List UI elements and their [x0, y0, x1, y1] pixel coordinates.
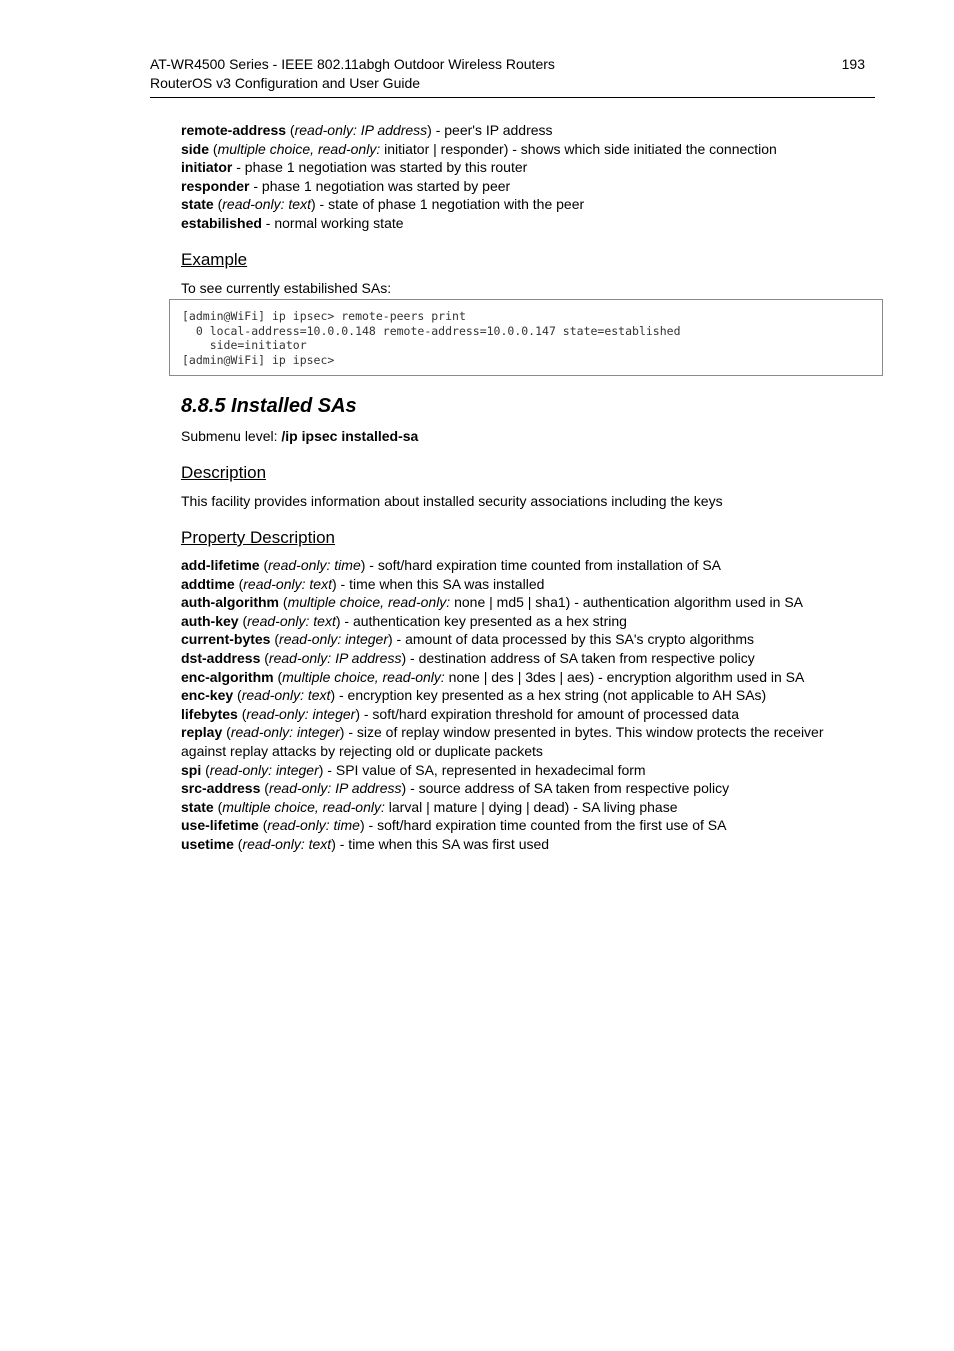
property-type: read-only: text [247, 612, 336, 629]
property-name: current-bytes [181, 631, 271, 648]
property-open: ( [213, 798, 223, 815]
example-intro: To see currently estabilished SAs: [181, 280, 392, 296]
page-header [150, 55, 875, 98]
property-type: read-only: integer [279, 631, 388, 648]
property-name: responder [181, 177, 250, 194]
page-number: 193 [841, 56, 865, 72]
example-heading: Example [181, 250, 248, 269]
property-name: replay [181, 724, 223, 741]
property-open: ( [238, 612, 248, 629]
property-item [181, 121, 881, 140]
property-open: ( [233, 835, 243, 852]
property-desc: - normal working state [261, 214, 404, 231]
property-name: estabilished [181, 214, 262, 231]
property-type: multiple choice, read-only: [222, 798, 385, 815]
property-item [181, 593, 871, 612]
header-subtitle: RouterOS v3 Configuration and User Guide [150, 75, 421, 91]
property-open: ( [259, 557, 269, 573]
property-desc: larval | mature | dying | dead) - SA living phase [384, 798, 678, 815]
property-item [181, 816, 871, 835]
property-name: enc-algorithm [181, 668, 274, 685]
property-item [181, 140, 881, 159]
property-item [181, 686, 871, 705]
property-item [181, 177, 881, 196]
property-desc: ) - authentication key presented as a hex string [335, 612, 627, 629]
property-type: read-only: integer [209, 761, 319, 778]
property-item [181, 612, 871, 631]
property-open: ( [209, 140, 218, 157]
top-property-list [181, 121, 881, 233]
property-name: initiator [181, 159, 233, 176]
property-desc: ) - SPI value of SA, represented in hexadecimal form [318, 761, 646, 778]
property-desc: - phase 1 negotiation was started by peer [249, 177, 511, 194]
property-name: usetime [181, 835, 234, 852]
property-name: addtime [181, 575, 235, 592]
property-open: ( [234, 575, 244, 592]
property-type: multiple choice, read-only: [282, 668, 445, 685]
property-open: ( [273, 668, 283, 685]
property-name: add-lifetime [181, 557, 260, 573]
property-desc: ) - destination address of SA taken from respective policy [401, 649, 755, 666]
property-item [181, 195, 881, 214]
property-name: lifebytes [181, 705, 238, 722]
description-heading: Description [181, 463, 267, 482]
property-type: read-only: text [242, 835, 332, 852]
property-desc: ) - state of phase 1 negotiation with the peer [310, 196, 585, 213]
property-name: src-address [181, 780, 261, 797]
property-type: read-only: IP address [268, 649, 402, 666]
property-open: ( [260, 780, 269, 797]
property-open: ( [201, 761, 210, 778]
property-desc: initiator | responder) - shows which side initiated the connection [380, 140, 777, 157]
property-type: multiple choice, read-only: [217, 140, 381, 157]
property-desc: ) - size of replay window presented in bytes. This window protects the receiver against replay attacks by rejecting old or duplicate packets [181, 724, 824, 759]
property-name: state [181, 196, 214, 213]
description-text: This facility provides information about installed security associations including the keys [181, 493, 723, 509]
property-type: read-only: text [243, 575, 332, 592]
property-name: state [181, 798, 214, 815]
property-name: remote-address [181, 122, 287, 138]
property-item [181, 798, 871, 817]
property-type: read-only: integer [246, 705, 356, 722]
property-open: ( [286, 122, 295, 138]
property-name: use-lifetime [181, 817, 259, 834]
property-name: side [181, 140, 210, 157]
property-item [181, 779, 871, 798]
property-item [181, 214, 881, 233]
property-name: auth-algorithm [181, 594, 279, 611]
property-desc: ) - amount of data processed by this SA's crypto algorithms [387, 631, 755, 648]
property-desc: ) - soft/hard expiration threshold for amount of processed data [355, 705, 739, 722]
submenu-label: Submenu level: [181, 428, 282, 444]
property-open: ( [260, 649, 269, 666]
property-open: ( [237, 705, 247, 722]
property-desc: ) - time when this SA was installed [331, 575, 545, 592]
property-item [181, 723, 871, 760]
section-title: 8.8.5 Installed SAs [181, 395, 357, 417]
property-type: read-only: IP address [268, 780, 402, 797]
example-section [181, 250, 247, 270]
submenu-level [181, 427, 418, 446]
property-type: read-only: integer [230, 724, 340, 741]
header-title: AT-WR4500 Series - IEEE 802.11abgh Outdoor Wireless Routers [150, 56, 555, 72]
property-name: spi [181, 761, 202, 778]
property-open: ( [222, 724, 231, 741]
property-name: dst-address [181, 649, 261, 666]
property-type: read-only: time [267, 817, 360, 834]
property-type: multiple choice, read-only: [287, 594, 451, 611]
property-type: read-only: text [241, 687, 331, 704]
property-type: read-only: time [268, 557, 361, 573]
property-type: read-only: IP address [294, 122, 428, 138]
property-name: enc-key [181, 687, 234, 704]
property-open: ( [233, 687, 242, 704]
property-desc: ) - time when this SA was first used [331, 835, 550, 852]
property-desc: ) - peer's IP address [427, 122, 553, 138]
property-open: ( [279, 594, 288, 611]
property-type: read-only: text [222, 196, 311, 213]
property-desc: ) - source address of SA taken from respective policy [401, 780, 730, 797]
property-item [181, 649, 871, 668]
property-item [181, 761, 871, 780]
property-desc: - phase 1 negotiation was started by this router [232, 159, 528, 176]
property-item [181, 835, 871, 854]
property-item [181, 575, 871, 594]
property-desc: ) - soft/hard expiration time counted from installation of SA [360, 557, 722, 573]
property-item [181, 668, 871, 687]
property-item [181, 556, 871, 575]
property-open: ( [270, 631, 280, 648]
code-block: [admin@WiFi] ip ipsec> remote-peers print 0 local-address=10.0.0.148 remote-address=10.0.0.147 state=established side=initiator [admin@WiFi] ip ipsec> [169, 299, 883, 376]
property-item [181, 705, 871, 724]
installed-sa-property-list [181, 556, 871, 854]
property-desc: ) - soft/hard expiration time counted from the first use of SA [359, 817, 727, 834]
property-open: ( [258, 817, 268, 834]
property-desc: none | des | 3des | aes) - encryption algorithm used in SA [444, 668, 805, 685]
property-item [181, 158, 881, 177]
property-desc: none | md5 | sha1) - authentication algorithm used in SA [450, 594, 804, 611]
submenu-path: /ip ipsec installed-sa [281, 428, 419, 444]
property-item [181, 630, 871, 649]
property-name: auth-key [181, 612, 239, 629]
property-desc: ) - encryption key presented as a hex string (not applicable to AH SAs) [330, 687, 767, 704]
property-description-heading: Property Description [181, 528, 336, 547]
property-open: ( [213, 196, 223, 213]
